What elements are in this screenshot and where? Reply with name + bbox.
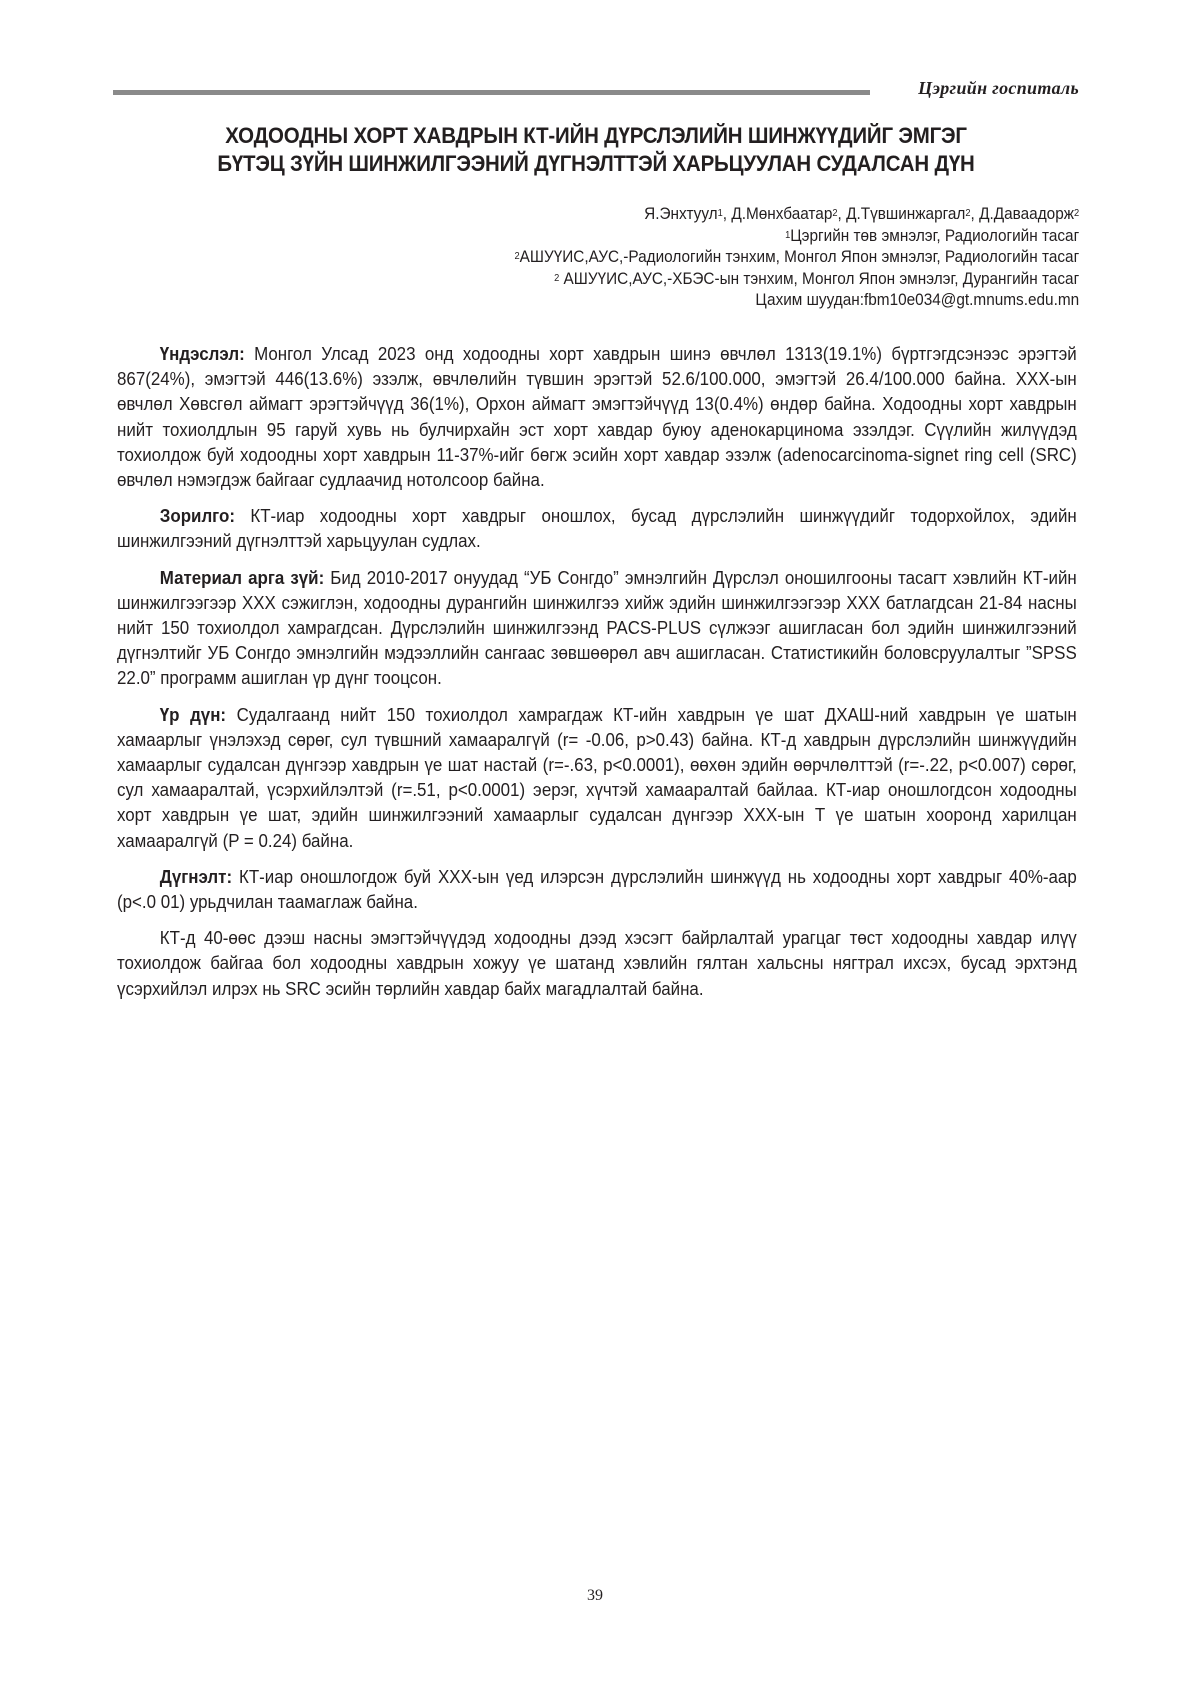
author-list: Я.Энхтуул$^1$, Д.Мөнхбаатар$^2$, Д.Түвшинжаргал$^2$, Д.Даваадорж$^2$ [643,205,1079,223]
article-title [147,122,1045,178]
author-name: Д.Даваадорж [978,205,1074,223]
title-line-1: ХОДООДНЫ ХОРТ ХАВДРЫН КТ-ИЙН ДҮРСЛЭЛИЙН ШИНЖҮҮДИЙГ ЭМГЭГ [225,123,967,148]
author-affiliation-mark: 2 [965,208,971,219]
section-text: Монгол Улсад 2023 онд ходоодны хорт хавдрын шинэ өвчлөл 1313(19.1%) бүртгэгдсэнээс эрэгтэй 867(24%), эмэгтэй 446(13.6%) эзэлж, өвчлөлийн түвшин эрэгтэй 52.6/100.000, эмэгтэй 26.4/100.000 байна. ХХХ-ын өвчлөл Хөвсгөл аймагт эрэгтэйчүүд 36(1%), Орхон аймагт эмэгтэйчүүд 13(0.4%) өндөр байна. Ходоодны хорт хавдрын нийт тохиолдлын 95 гаруй хувь нь булчирхайн эст хорт хавдар буюу аденокарцинома эзэлдэг. Сүүлийн жилүүдэд тохиолдож буй ходоодны хорт хавдрын 11-37%-ийг бөгж эсийн хорт хавдар эзэлж (adenocarcinoma-signet ring cell (SRC) өвчлөл нэмэгдэж байгааг судлаачид нотолсоор байна. [117,344,1077,491]
section-label: Үр дүн: [159,704,227,725]
title-line-2: БҮТЭЦ ЗҮЙН ШИНЖИЛГЭЭНИЙ ДҮГНЭЛТТЭЙ ХАРЬЦУУЛАН СУДАЛСАН ДҮН [217,151,975,176]
author-name: Д.Түвшинжаргал [845,205,966,223]
affiliation-mark: 1 [784,229,791,241]
affiliation-text: АШУҮИС,АУС,-ХБЭС-ын тэнхим, Монгол Япон эмнэлэг, Дурангийн тасаг [559,269,1079,288]
section-objective [117,504,1077,554]
author-affiliation-mark: 2 [1073,208,1079,219]
section-text: КТ-иар оношлогдож буй ХХХ-ын үед илэрсэн дүрслэлийн шинжүүд нь ходоодны хорт хавдрыг 40%-аар (p<.0 01) урьдчилан таамаглаж байна. [117,866,1077,913]
running-header [113,78,1079,102]
authors-block [514,204,1079,312]
affiliation [514,269,1079,291]
section-final-remark [117,926,1077,1002]
section-label: Зорилго: [159,506,235,527]
affiliation-text: АШУҮИС,АУС,-Радиологийн тэнхим, Монгол Япон эмнэлэг, Радиологийн тасаг [519,248,1079,266]
page-number: 39 [587,1587,603,1604]
journal-name: Цэргийн госпиталь [918,78,1079,98]
section-background [117,342,1077,493]
section-conclusion [117,865,1077,915]
affiliation [514,247,1079,269]
header-rule [113,90,870,95]
abstract-body [117,342,1077,1013]
section-label: Дүгнэлт: [159,866,233,887]
affiliation-mark: 2 [514,251,520,262]
section-text: КТ-иар ходоодны хорт хавдрыг оношлох, бусад дүрслэлийн шинжүүдийг тодорхойлох, эдийн шинжилгээний дүгнэлттэй харьцуулан судлах. [117,506,1077,552]
section-text: КТ-д 40-өөс дээш насны эмэгтэйчүүдэд ходоодны дээд хэсэгт байрлалтай урагцаг төст ходоодны хавдар илүү тохиолдож байгаа бол ходоодны хавдрын хожуу үе шатанд хэвлийн гялтан хальсны нягтрал ихсэх, бусад эрхтэнд үсэрхийлэл илрэх нь SRC эсийн төрлийн хавдар байх магадлалтай байна. [117,928,1077,999]
section-text: Судалгаанд нийт 150 тохиолдол хамрагдаж КТ-ийн хавдрын үе шат ДХАШ-ний хавдрын үе шатын хамаарлыг үнэлэхэд сөрөг, сул түвшний хамааралгүй (r= -0.06, p>0.43) байна. КТ-д хавдрын дүрслэлийн шинжүүдийн хамаарлыг судалсан дүнгээр хавдрын үе шат настай (r=-.63, p<0.0001), өөхөн эдийн өөрчлөлттэй (r=-.22, p<0.007) сөрөг, сул хамааралтай, үсэрхийлэлтэй (r=.51, p<0.0001) эерэг, хүчтэй хамааралтай байлаа. КТ-иар оношлогдсон ходоодны хорт хавдрын үе шат, эдийн шинжилгээний хамаарлыг судалсан дүнгээр ХХХ-ын Т үе шатын хооронд харилцан хамааралгүй (P = 0.24) байна. [117,704,1077,851]
author-name: Д.Мөнхбаатар [731,205,833,223]
affiliation [514,226,1079,248]
contact-email[interactable]: Цахим шуудан:fbm10e034@gt.mnums.edu.mn [755,291,1079,309]
author-name: Я.Энхтуул [643,205,718,223]
section-methods [117,566,1077,692]
author-affiliation-mark: 1 [717,208,723,219]
section-results [117,703,1077,854]
affiliation-mark: 2 [553,272,560,284]
author-affiliation-mark: 2 [832,208,838,219]
affiliation-text: Цэргийн төв эмнэлэг, Радиологийн тасаг [790,226,1079,245]
section-label: Үндэслэл: [159,344,245,364]
section-label: Материал арга зүй: [159,567,325,588]
section-text: Бид 2010-2017 онуудад “УБ Сонгдо” эмнэлгийн Дүрслэл оношилгооны тасагт хэвлийн КТ-ийн шинжилгээгээр ХХХ сэжиглэн, ходоодны дурангийн шинжилгээ хийж эдийн шинжилгээгээр ХХХ батлагдсан 21-84 насны нийт 150 тохиолдол хамрагдсан. Дүрслэлийн шинжилгээнд PACS-PLUS сүлжээг ашигласан бол эдийн шинжилгээний дүгнэлтийг УБ Сонгдо эмнэлгийн мэдээллийн сангаас зөвшөөрөл авч ашигласан. Статистикийн боловсруулалтыг ”SPSS 22.0” программ ашиглан үр дүнг тооцсон. [117,567,1077,689]
